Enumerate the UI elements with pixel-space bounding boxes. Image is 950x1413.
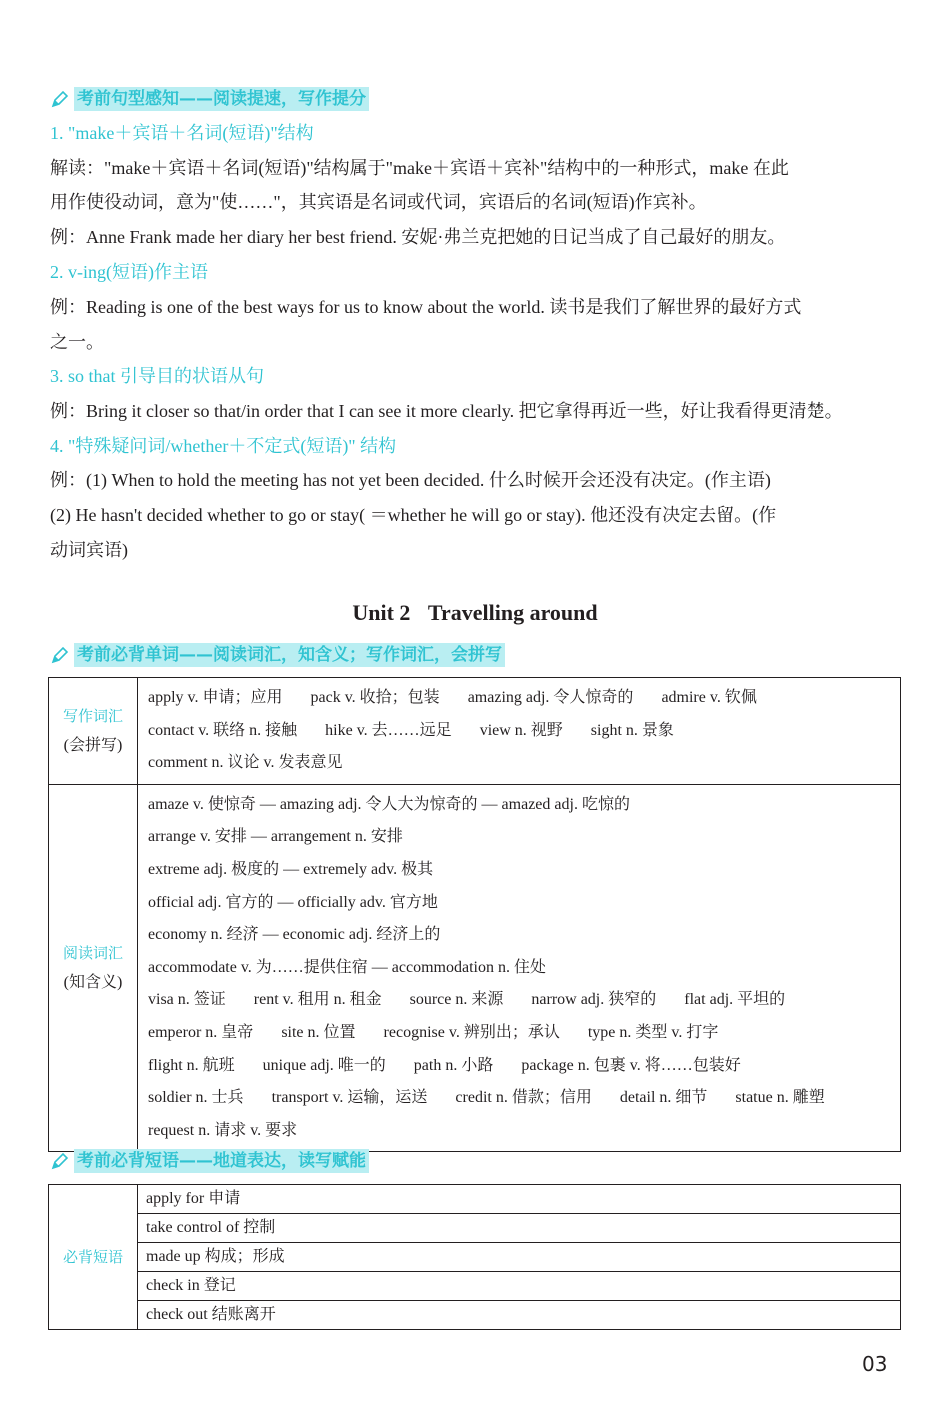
vocab-entry: transport v. 运输，运送 [271,1089,428,1107]
phrase-item: apply for 申请 [138,1185,901,1214]
reading-vocab-row [49,784,901,1152]
vocab-entry: soldier n. 士兵 [148,1089,244,1107]
reading-label-sub: (知含义) [63,974,123,992]
phrase-row [49,1272,901,1301]
phrase-row [49,1185,901,1214]
sentence-pattern-heading [50,86,369,112]
vocab-line [148,984,890,1017]
vocabulary-table [48,677,901,1152]
phrase-row [49,1243,901,1272]
vocab-entry: contact v. 联络 n. 接触 [148,721,298,739]
vocab-entry: path n. 小路 [413,1056,494,1074]
vocab-line [148,821,890,854]
writing-vocab-label [49,678,138,785]
item2-example-1: 例：Reading is one of the best ways for us to know about the world. 读书是我们了解世界的最好方式 [50,297,802,317]
vocab-entry: flat adj. 平坦的 [684,991,786,1009]
page-number: 03 [862,1352,888,1376]
vocab-line [148,887,890,920]
vocab-entry: amaze v. 使惊奇 — amazing adj. 令人大为惊奇的 — amazed adj. 吃惊的 [148,795,630,813]
writing-label-text: 写作词汇 [62,706,123,725]
vocab-entry: unique adj. 唯一的 [262,1056,386,1074]
unit-number: Unit 2 [352,600,411,625]
item4-example-2: (2) He hasn't decided whether to go or stay( ＝whether he will go or stay). 他还没有决定去留。(作 [50,505,777,525]
vocab-entry: detail n. 细节 [619,1089,708,1107]
vocab-entry: accommodate v. 为……提供住宿 — accommodation n. 住处 [148,958,546,976]
vocab-entry: amazing adj. 令人惊奇的 [467,689,634,706]
vocab-entry: emperor n. 皇帝 [148,1023,254,1041]
reading-vocab-list [138,784,901,1152]
vocab-entry: admire v. 钦佩 [661,689,757,706]
vocab-entry: official adj. 官方的 — officially adv. 官方地 [148,893,438,911]
vocab-line [148,919,890,952]
vocab-entry: credit n. 借款；信用 [455,1089,592,1107]
phrase-item: made up 构成；形成 [138,1243,901,1272]
writing-label-sub: (会拼写) [63,736,123,754]
vocab-line [148,747,890,780]
item4-example-1: 例：(1) When to hold the meeting has not yet been decided. 什么时候开会还没有决定。(作主语) [50,470,771,490]
vocab-entry: sight n. 景象 [590,721,674,739]
vocabulary-heading [50,642,505,668]
vocab-entry: economy n. 经济 — economic adj. 经济上的 [148,926,441,944]
phrase-item: take control of 控制 [138,1214,901,1243]
item1-title: 1. "make＋宾语＋名词(短语)"结构 [50,123,314,143]
vocab-entry: rent v. 租用 n. 租金 [253,991,382,1009]
vocab-line [148,715,890,748]
vocab-entry: apply v. 申请；应用 [148,689,283,706]
vocab-entry: statue n. 雕塑 [735,1089,825,1107]
vocab-line [148,1115,890,1148]
item3-title: 3. so that 引导目的状语从句 [50,366,264,386]
unit-title [0,600,950,626]
item2-title: 2. v-ing(短语)作主语 [50,262,208,282]
vocab-entry: package n. 包裹 v. 将……包装好 [521,1056,741,1074]
phrase-item: check in 登记 [138,1272,901,1301]
phrases-label [49,1185,138,1330]
vocab-entry: site n. 位置 [281,1023,356,1041]
phrase-item: check out 结账离开 [138,1301,901,1330]
reading-vocab-label [49,784,138,1152]
phrase-row [49,1301,901,1330]
vocab-entry: pack v. 收拾；包装 [310,689,440,706]
pencil-icon [50,89,70,109]
vocab-line [148,1082,890,1115]
vocab-entry: comment n. 议论 v. 发表意见 [148,754,343,772]
vocab-entry: source n. 来源 [409,991,504,1009]
vocab-line [148,789,890,822]
heading-text: 考前句型感知——阅读提速，写作提分 [74,87,369,111]
heading-text: 考前必背短语——地道表达，读写赋能 [74,1149,369,1173]
vocab-entry: narrow adj. 狭窄的 [531,991,657,1009]
vocab-line [148,1050,890,1083]
phrases-heading [50,1148,369,1174]
phrases-label-text: 必背短语 [62,1248,123,1266]
vocab-line [148,1017,890,1050]
writing-vocab-row [49,678,901,785]
vocab-entry: visa n. 签证 [148,991,226,1009]
unit-name: Travelling around [427,600,598,625]
phrase-row [49,1214,901,1243]
vocab-line [148,952,890,985]
vocab-entry: flight n. 航班 [148,1056,235,1074]
vocab-line [148,854,890,887]
vocab-entry: hike v. 去……远足 [325,721,452,739]
vocab-entry: view n. 视野 [479,721,563,739]
pencil-icon [50,1151,70,1171]
item4-title: 4. "特殊疑问词/whether＋不定式(短语)" 结构 [50,436,397,456]
item1-explain-2: 用作使役动词，意为"使……"，其宾语是名词或代词，宾语后的名词(短语)作宾补。 [50,192,707,212]
item2-example-2: 之一。 [50,332,104,352]
heading-text: 考前必背单词——阅读词汇，知含义；写作词汇，会拼写 [74,643,505,667]
pencil-icon [50,645,70,665]
vocab-entry: request n. 请求 v. 要求 [148,1121,298,1139]
vocab-entry: extreme adj. 极度的 — extremely adv. 极其 [148,860,434,878]
reading-label-text: 阅读词汇 [62,944,123,963]
writing-vocab-list [138,678,901,785]
vocab-entry: recognise v. 辨别出；承认 [383,1023,560,1041]
vocab-line [148,682,890,715]
item1-example: 例：Anne Frank made her diary her best friend. 安妮·弗兰克把她的日记当成了自己最好的朋友。 [50,227,786,247]
item1-explain-1: 解读："make＋宾语＋名词(短语)"结构属于"make＋宾语＋宾补"结构中的一种形式，make 在此 [50,158,789,178]
vocab-entry: arrange v. 安排 — arrangement n. 安排 [148,828,403,846]
item4-example-3: 动词宾语) [50,540,128,560]
item3-example: 例：Bring it closer so that/in order that I can see it more clearly. 把它拿得再近一些，好让我看得更清楚。 [50,401,843,421]
vocab-entry: type n. 类型 v. 打字 [587,1023,719,1041]
phrases-table [48,1184,901,1330]
